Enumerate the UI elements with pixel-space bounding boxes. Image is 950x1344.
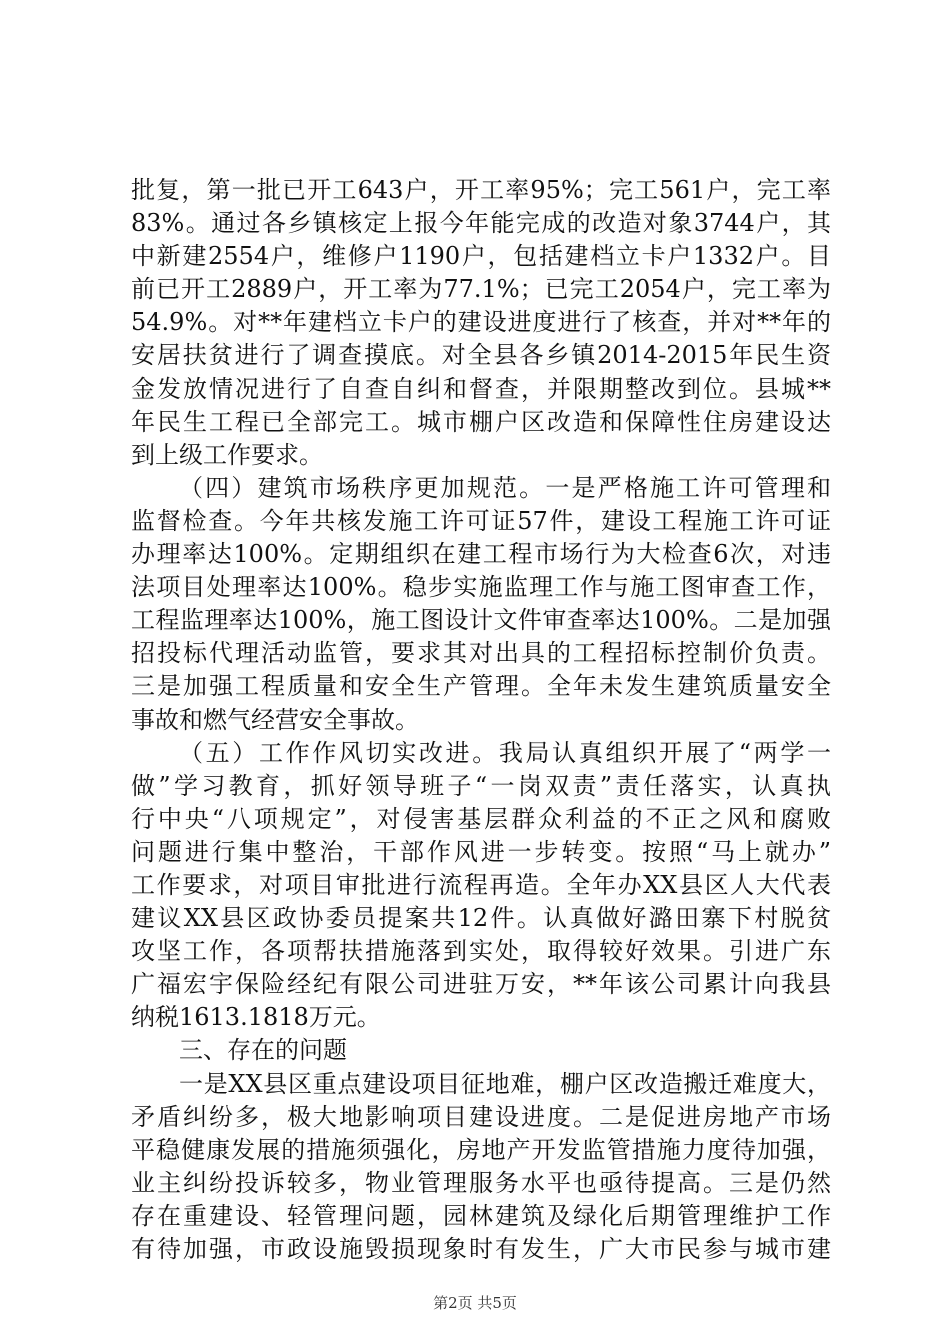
body-line: 招投标代理活动监管，要求其对出具的工程招标控制价负责。 bbox=[131, 639, 831, 668]
body-line: 有待加强，市政设施毁损现象时有发生，广大市民参与城市建 bbox=[131, 1235, 831, 1263]
body-line: 行中央“八项规定”，对侵害基层群众利益的不正之风和腐败 bbox=[131, 804, 831, 833]
body-line: 监督检查。今年共核发施工许可证57件，建设工程施工许可证 bbox=[131, 506, 831, 535]
body-line: 事故和燃气经营安全事故。 bbox=[131, 705, 419, 734]
page-footer bbox=[0, 1292, 950, 1313]
body-line: 矛盾纠纷多，极大地影响项目建设进度。二是促进房地产市场 bbox=[131, 1102, 831, 1131]
body-line: 54.9%。对**年建档立卡户的建设进度进行了核查，并对**年的 bbox=[131, 308, 831, 337]
chapter-heading: 三、存在的问题 bbox=[179, 1036, 347, 1065]
section-heading-line: （五）工作作风切实改进。我局认真组织开展了“两学一 bbox=[179, 738, 831, 767]
body-line: 建议XX县区政协委员提案共12件。认真做好潞田寨下村脱贫 bbox=[131, 904, 831, 933]
body-line: 83%。通过各乡镇核定上报今年能完成的改造对象3744户，其 bbox=[131, 209, 831, 238]
body-line: 工程监理率达100%，施工图设计文件审查率达100%。二是加强 bbox=[131, 606, 831, 635]
body-line: 广福宏宇保险经纪有限公司进驻万安，**年该公司累计向我县 bbox=[131, 970, 831, 999]
body-line: 年民生工程已全部完工。城市棚户区改造和保障性住房建设达 bbox=[131, 407, 831, 436]
body-line: 法项目处理率达100%。稳步实施监理工作与施工图审查工作， bbox=[131, 573, 831, 602]
body-line: 存在重建设、轻管理问题，园林建筑及绿化后期管理维护工作 bbox=[131, 1201, 831, 1230]
body-line: 问题进行集中整治，干部作风进一步转变。按照“马上就办” bbox=[131, 837, 831, 866]
page-number: 第2页 共5页 bbox=[433, 1294, 517, 1312]
section-heading-line: （四）建筑市场秩序更加规范。一是严格施工许可管理和 bbox=[179, 473, 831, 502]
body-line: 平稳健康发展的措施须强化，房地产开发监管措施力度待加强， bbox=[131, 1135, 831, 1164]
body-line: 安居扶贫进行了调查摸底。对全县各乡镇2014-2015年民生资 bbox=[131, 341, 831, 370]
body-line: 做”学习教育，抓好领导班子“一岗双责”责任落实，认真执 bbox=[131, 771, 831, 800]
body-line: 三是加强工程质量和安全生产管理。全年未发生建筑质量安全 bbox=[131, 672, 831, 701]
body-line: 批复，第一批已开工643户，开工率95%；完工561户，完工率 bbox=[131, 176, 831, 204]
body-line: 工作要求，对项目审批进行流程再造。全年办XX县区人大代表 bbox=[131, 870, 831, 899]
body-line: 金发放情况进行了自查自纠和督查，并限期整改到位。县城** bbox=[131, 374, 831, 403]
body-line: 前已开工2889户，开工率为77.1%；已完工2054户，完工率为 bbox=[131, 275, 831, 304]
body-line: 纳税1613.1818万元。 bbox=[131, 1003, 381, 1032]
document-body bbox=[131, 174, 831, 1266]
body-line: 到上级工作要求。 bbox=[131, 440, 323, 469]
body-line: 攻坚工作，各项帮扶措施落到实处，取得较好效果。引进广东 bbox=[131, 937, 831, 966]
body-line: 中新建2554户，维修户1190户，包括建档立卡户1332户。目 bbox=[131, 242, 831, 271]
body-line: 办理率达100%。定期组织在建工程市场行为大检查6次，对违 bbox=[131, 540, 831, 569]
body-line: 一是XX县区重点建设项目征地难，棚户区改造搬迁难度大， bbox=[179, 1069, 831, 1098]
body-line: 业主纠纷投诉较多，物业管理服务水平也亟待提高。三是仍然 bbox=[131, 1168, 831, 1197]
